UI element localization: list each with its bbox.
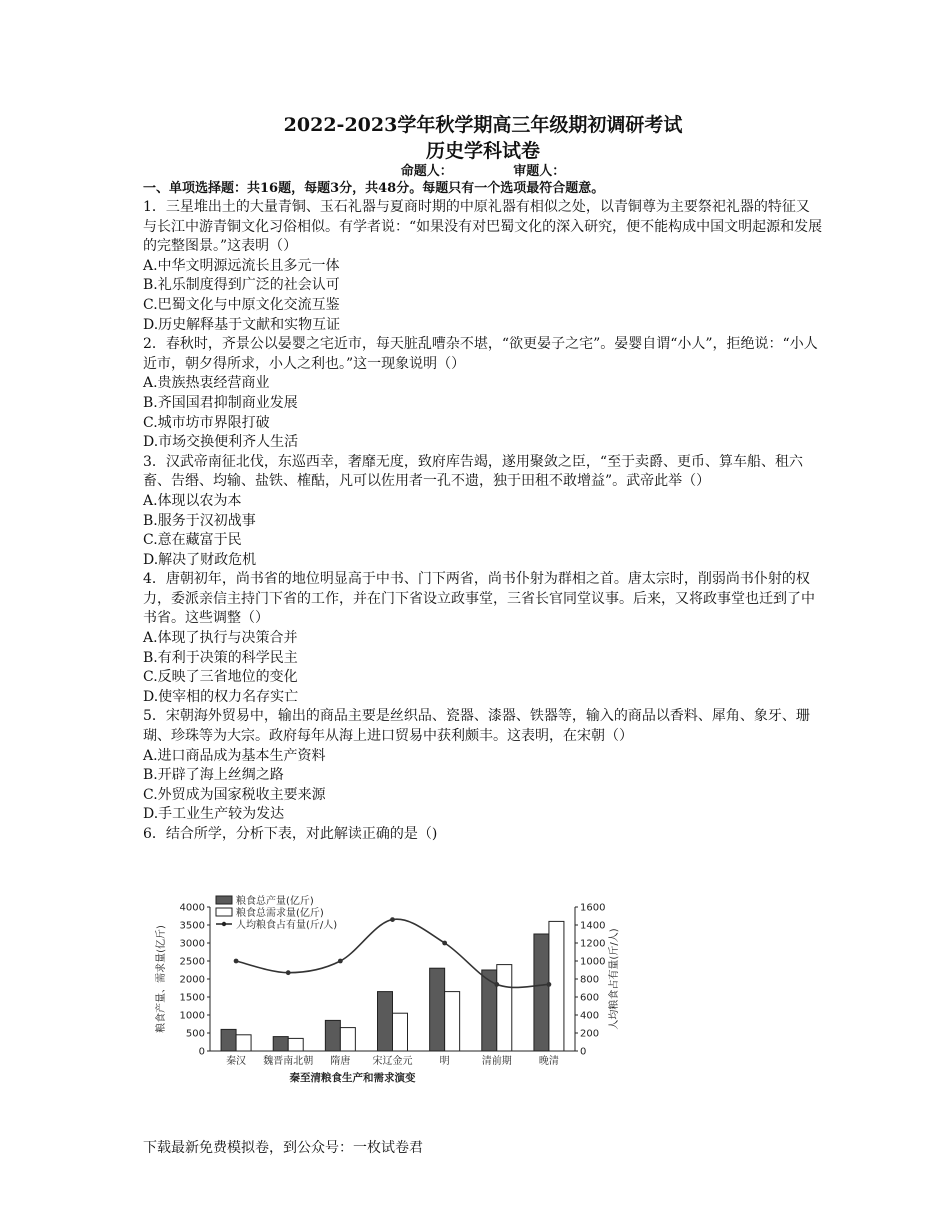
question-1 — [143, 198, 823, 335]
chart-caption: 秦至清粮食生产和需求演变 — [289, 1072, 416, 1084]
question-stem: 5．宋朝海外贸易中，输出的商品主要是丝织品、瓷器、漆器、铁器等，输入的商品以香料、犀角、象牙、珊瑚、珍珠等为大宗。政府每年从海上进口贸易中获利颇丰。这表明，在宋朝（） — [143, 708, 810, 745]
question-stem: 4．唐朝初年，尚书省的地位明显高于中书、门下两省，尚书仆射为群相之首。唐太宗时，削弱尚书仆射的权力，委派亲信主持门下省的工作，并在门下省设立政事堂，三省长官同堂议事。后来，又将政事堂也迁到了中书省。这些调整（） — [143, 571, 815, 627]
bar-production — [430, 968, 445, 1051]
category-label: 宋辽金元 — [372, 1056, 413, 1067]
left-axis-title: 粮食产量、需求量(亿斤) — [156, 925, 167, 1033]
answer-option[interactable]: D.手工业生产较为发达 — [143, 806, 285, 823]
answer-option[interactable]: D.使宰相的权力名存实亡 — [143, 688, 299, 705]
answer-option[interactable]: D.解决了财政危机 — [143, 551, 257, 568]
bar-demand — [288, 1038, 303, 1051]
answer-option[interactable]: D.市场交换便利齐人生活 — [143, 434, 299, 451]
left-tick-label: 2500 — [179, 956, 205, 968]
category-label: 晚清 — [538, 1056, 559, 1067]
per-capita-point — [442, 941, 447, 946]
answer-option[interactable]: A.体现以农为本 — [143, 492, 242, 509]
bar-demand — [549, 921, 564, 1051]
right-tick-label: 600 — [580, 992, 600, 1004]
exam-subtitle: 历史学科试卷 — [425, 140, 540, 162]
answer-option[interactable]: C.城市坊市界限打破 — [143, 414, 270, 431]
question-stem: 3．汉武帝南征北伐，东巡西幸，奢靡无度，致府库告竭，遂用聚敛之臣，“至于卖爵、更币、算车船、租六畜、告缗、均输、盐铁、榷酤，凡可以佐用者一孔不遗，独于田租不敢增益”。武帝此举（） — [143, 453, 804, 490]
category-label: 隋唐 — [330, 1056, 351, 1067]
answer-option[interactable]: B.服务于汉初战事 — [143, 512, 256, 529]
answer-option[interactable]: A.进口商品成为基本生产资料 — [143, 747, 326, 764]
question-6 — [143, 825, 823, 845]
question-stem: 2．春秋时，齐景公以晏婴之宅近市，每天脏乱嘈杂不堪，“欲更晏子之宅”。晏婴自谓“小人”，拒绝说：“小人近市，朝夕得所求，小人之利也。”这一现象说明（） — [143, 336, 818, 372]
left-tick-label: 3000 — [179, 938, 205, 950]
left-tick-label: 4000 — [179, 902, 205, 914]
answer-option[interactable]: D.历史解释基于文献和实物互证 — [143, 316, 341, 333]
answer-option[interactable]: B.有利于决策的科学民主 — [143, 649, 298, 666]
question-stem: 1．三星堆出土的大量青铜、玉石礼器与夏商时期的中原礼器有相似之处，以青铜尊为主要祭祀礼器的特征又与长江中游青铜文化习俗相似。有学者说：“如果没有对巴蜀文化的深入研究，便不能构成中国文明起源和发展的完整图景。”这表明（） — [143, 199, 823, 255]
legend-label-per-capita: 人均粮食占有量(斤/人) — [236, 920, 338, 931]
bar-demand — [236, 1035, 251, 1051]
per-capita-point — [494, 982, 499, 987]
authors-line — [143, 164, 823, 180]
right-tick-label: 1600 — [580, 902, 606, 914]
category-label: 清前期 — [481, 1056, 512, 1067]
legend-swatch-dot — [222, 922, 226, 926]
exam-page — [143, 112, 823, 845]
bar-production — [482, 970, 497, 1051]
right-tick-label: 400 — [580, 1010, 600, 1022]
answer-option[interactable]: A.贵族热衷经营商业 — [143, 375, 270, 392]
per-capita-point — [286, 970, 291, 975]
legend-label-demand: 粮食总需求量(亿斤) — [236, 908, 324, 919]
answer-option[interactable]: B.开辟了海上丝绸之路 — [143, 767, 284, 784]
right-tick-label: 1200 — [580, 938, 606, 950]
right-tick-label: 0 — [580, 1046, 587, 1058]
answer-option[interactable]: C.外贸成为国家税收主要来源 — [143, 786, 326, 803]
bar-demand — [497, 965, 512, 1051]
question-stem: 6．结合所学，分析下表，对此解读正确的是（) — [143, 826, 438, 842]
right-tick-label: 1000 — [580, 956, 606, 968]
per-capita-point — [338, 959, 343, 964]
left-tick-label: 1500 — [179, 992, 205, 1004]
legend-label-production: 粮食总产量(亿斤) — [236, 896, 314, 907]
answer-option[interactable]: B.礼乐制度得到广泛的社会认可 — [143, 277, 340, 294]
per-capita-point — [234, 959, 239, 964]
question-3 — [143, 453, 823, 571]
left-tick-label: 1000 — [179, 1010, 205, 1022]
exam-title: 2022-2023学年秋学期高三年级期初调研考试 — [283, 114, 683, 136]
category-label: 明 — [439, 1056, 450, 1067]
left-tick-label: 0 — [198, 1046, 205, 1058]
bar-production — [221, 1029, 236, 1051]
per-capita-point — [547, 982, 552, 987]
category-label: 魏晋南北朝 — [263, 1056, 314, 1067]
bar-production — [325, 1020, 340, 1051]
section-title: 一、单项选择题：共16题，每题3分，共48分。每题只有一个选项最符合题意。 — [143, 181, 605, 196]
answer-option[interactable]: C.意在藏富于民 — [143, 532, 242, 549]
footer-note: 下载最新免费模拟卷，到公众号：一枚试卷君 — [143, 1140, 423, 1156]
question-4 — [143, 570, 823, 707]
per-capita-point — [390, 917, 395, 922]
bar-demand — [340, 1028, 355, 1051]
category-label: 秦汉 — [226, 1056, 247, 1067]
right-tick-label: 200 — [580, 1028, 600, 1040]
legend-swatch-demand — [216, 908, 232, 916]
answer-option[interactable]: B.齐国国君抑制商业发展 — [143, 394, 298, 411]
left-tick-label: 500 — [185, 1028, 205, 1040]
left-tick-label: 3500 — [179, 920, 205, 932]
question-list — [143, 198, 823, 845]
question-5 — [143, 707, 823, 825]
bar-demand — [445, 992, 460, 1051]
question-2 — [143, 335, 823, 453]
grain-chart — [150, 893, 625, 1088]
bar-production — [534, 934, 549, 1051]
answer-option[interactable]: C.巴蜀文化与中原文化交流互鉴 — [143, 296, 340, 313]
setter-label: 命题人： — [400, 164, 453, 179]
right-tick-label: 800 — [580, 974, 600, 986]
grain-chart-svg — [150, 893, 625, 1088]
answer-option[interactable]: C.反映了三省地位的变化 — [143, 669, 298, 686]
bar-production — [378, 992, 393, 1051]
left-tick-label: 2000 — [179, 974, 205, 986]
right-tick-label: 1400 — [580, 920, 606, 932]
legend-swatch-production — [216, 896, 232, 904]
answer-option[interactable]: A.中华文明源远流长且多元一体 — [143, 257, 340, 274]
answer-option[interactable]: A.体现了执行与决策合并 — [143, 630, 298, 647]
bar-demand — [393, 1013, 408, 1051]
reviewer-label: 审题人： — [513, 164, 566, 179]
bar-production — [273, 1037, 288, 1051]
right-axis-title: 人均粮食占有量(斤/人) — [609, 928, 620, 1030]
